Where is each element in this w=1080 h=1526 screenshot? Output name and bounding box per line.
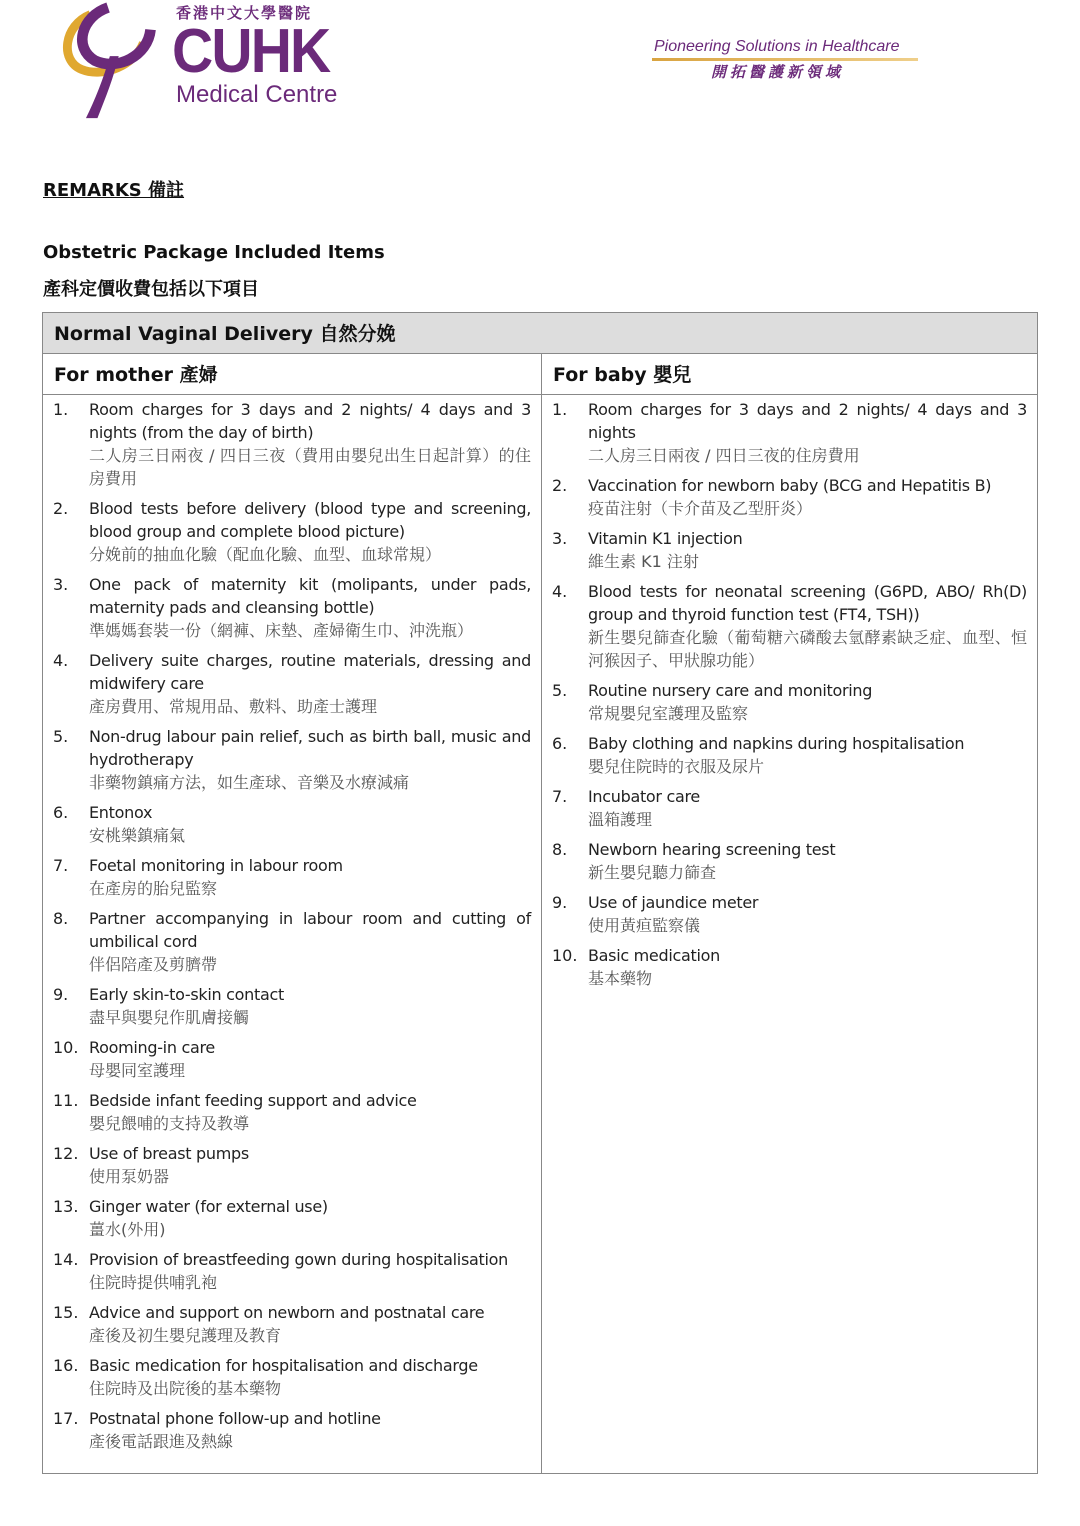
item-text — [588, 580, 1027, 672]
section-title-chinese: 產科定價收費包括以下項目 — [43, 279, 259, 300]
item-english: Entonox — [89, 803, 153, 822]
item-text — [588, 398, 1027, 467]
item-english: Postnatal phone follow-up and hotline — [89, 1409, 381, 1428]
list-item — [53, 398, 531, 490]
item-chinese: 盡早與嬰兒作肌膚接觸 — [89, 1008, 250, 1027]
logo-subtitle: Medical Centre — [176, 81, 338, 108]
item-chinese: 母嬰同室護理 — [89, 1061, 186, 1080]
item-chinese: 產房費用、常規用品、敷料、助產士護理 — [89, 697, 378, 716]
logo-chinese-name: 香港中文大學醫院 — [176, 4, 313, 22]
list-item — [53, 1354, 531, 1400]
item-number: 9. — [552, 893, 568, 912]
item-english: Baby clothing and napkins during hospitalisation — [588, 734, 965, 753]
item-english: Foetal monitoring in labour room — [89, 856, 343, 875]
item-chinese: 產後及初生嬰兒護理及教育 — [89, 1326, 282, 1345]
item-text — [588, 474, 1027, 520]
item-text — [89, 801, 531, 847]
list-item — [53, 1195, 531, 1241]
item-chinese: 安桃樂鎮痛氣 — [89, 826, 186, 845]
item-text — [89, 983, 531, 1029]
list-item — [552, 944, 1027, 990]
item-chinese: 使用黃疸監察儀 — [588, 916, 701, 935]
item-number: 11. — [53, 1091, 79, 1110]
list-item — [53, 1036, 531, 1082]
list-item — [53, 1089, 531, 1135]
item-number: 17. — [53, 1409, 79, 1428]
item-chinese: 準媽媽套裝一份（網褲、床墊、產婦衛生巾、沖洗瓶） — [89, 621, 474, 640]
list-item — [552, 527, 1027, 573]
baby-column — [542, 354, 1037, 1473]
item-english: One pack of maternity kit (molipants, under pads, maternity pads and cleansing bottle) — [89, 575, 531, 617]
item-number: 3. — [552, 529, 568, 548]
item-chinese: 住院時及出院後的基本藥物 — [89, 1379, 282, 1398]
item-text — [89, 725, 531, 794]
list-item — [53, 907, 531, 976]
list-item — [53, 725, 531, 794]
item-number: 14. — [53, 1250, 79, 1269]
item-number: 13. — [53, 1197, 79, 1216]
item-chinese: 二人房三日兩夜 / 四日三夜的住房費用 — [588, 446, 860, 465]
list-item — [53, 497, 531, 566]
item-number: 2. — [552, 476, 568, 495]
item-number: 10. — [53, 1038, 79, 1057]
item-english: Advice and support on newborn and postnatal care — [89, 1303, 485, 1322]
item-chinese: 新生嬰兒篩查化驗（葡萄糖六磷酸去氫酵素缺乏症、血型、恒河猴因子、甲狀腺功能） — [588, 628, 1027, 670]
item-chinese: 分娩前的抽血化驗（配血化驗、血型、血球常規） — [89, 545, 442, 564]
list-item — [53, 801, 531, 847]
item-text — [89, 1354, 531, 1400]
item-number: 8. — [552, 840, 568, 859]
item-number: 2. — [53, 499, 69, 518]
item-number: 16. — [53, 1356, 79, 1375]
list-item — [552, 785, 1027, 831]
tagline: Pioneering Solutions in Healthcare — [654, 38, 900, 55]
item-english: Use of breast pumps — [89, 1144, 249, 1163]
item-number: 15. — [53, 1303, 79, 1322]
table-title: Normal Vaginal Delivery 自然分娩 — [43, 313, 1037, 354]
item-text — [588, 679, 1027, 725]
item-chinese: 在產房的胎兒監察 — [89, 879, 218, 898]
item-text — [89, 1036, 531, 1082]
item-number: 6. — [53, 803, 69, 822]
ribbon-logo-icon — [55, 0, 170, 130]
item-number: 4. — [53, 651, 69, 670]
item-english: Basic medication — [588, 946, 720, 965]
item-english: Early skin-to-skin contact — [89, 985, 284, 1004]
item-english: Provision of breastfeeding gown during hospitalisation — [89, 1250, 508, 1269]
baby-items-list — [542, 395, 1037, 1005]
item-number: 1. — [552, 400, 568, 419]
item-chinese: 疫苗注射（卡介苗及乙型肝炎） — [588, 499, 813, 518]
item-chinese: 溫箱護理 — [588, 810, 653, 829]
item-chinese: 使用泵奶器 — [89, 1167, 170, 1186]
item-chinese: 常規嬰兒室護理及監察 — [588, 704, 749, 723]
item-number: 1. — [53, 400, 69, 419]
item-english: Newborn hearing screening test — [588, 840, 836, 859]
item-english: Non-drug labour pain relief, such as birth ball, music and hydrotherapy — [89, 727, 531, 769]
item-chinese: 基本藥物 — [588, 969, 653, 988]
list-item — [53, 649, 531, 718]
item-chinese: 二人房三日兩夜 / 四日三夜（費用由嬰兒出生日起計算）的住房費用 — [89, 446, 531, 488]
item-text — [588, 891, 1027, 937]
item-number: 9. — [53, 985, 69, 1004]
item-text — [588, 944, 1027, 990]
item-chinese: 嬰兒餵哺的支持及教導 — [89, 1114, 250, 1133]
list-item — [552, 474, 1027, 520]
item-text — [89, 1089, 531, 1135]
item-text — [89, 1195, 531, 1241]
item-text — [89, 1301, 531, 1347]
item-number: 6. — [552, 734, 568, 753]
item-text — [89, 1407, 531, 1453]
list-item — [552, 679, 1027, 725]
list-item — [53, 983, 531, 1029]
item-number: 7. — [552, 787, 568, 806]
item-chinese: 維生素 K1 注射 — [588, 552, 699, 571]
item-number: 3. — [53, 575, 69, 594]
item-english: Basic medication for hospitalisation and discharge — [89, 1356, 478, 1375]
item-chinese: 伴侶陪產及剪臍帶 — [89, 955, 218, 974]
logo-name: CUHK — [172, 17, 330, 86]
tagline-chinese: 開拓醫護新領域 — [711, 63, 845, 81]
list-item — [552, 838, 1027, 884]
baby-heading: For baby 嬰兒 — [542, 354, 1037, 395]
item-english: Use of jaundice meter — [588, 893, 759, 912]
item-number: 12. — [53, 1144, 79, 1163]
item-english: Blood tests before delivery (blood type and screening, blood group and complete blood picture) — [89, 499, 531, 541]
mother-column — [43, 354, 542, 1473]
item-text — [588, 838, 1027, 884]
item-number: 10. — [552, 946, 578, 965]
list-item — [53, 1248, 531, 1294]
item-number: 5. — [53, 727, 69, 746]
list-item — [53, 1407, 531, 1453]
mother-items-list — [43, 395, 541, 1468]
item-number: 8. — [53, 909, 69, 928]
item-english: Incubator care — [588, 787, 700, 806]
mother-heading: For mother 產婦 — [43, 354, 541, 395]
list-item — [552, 398, 1027, 467]
item-text — [89, 1142, 531, 1188]
item-text — [89, 1248, 531, 1294]
tagline-divider — [652, 58, 918, 61]
item-english: Ginger water (for external use) — [89, 1197, 328, 1216]
list-item — [53, 1301, 531, 1347]
item-text — [89, 907, 531, 976]
list-item — [53, 1142, 531, 1188]
item-number: 5. — [552, 681, 568, 700]
item-text — [588, 785, 1027, 831]
item-text — [89, 573, 531, 642]
item-chinese: 住院時提供哺乳袍 — [89, 1273, 218, 1292]
list-item — [53, 573, 531, 642]
remarks-heading: REMARKS 備註 — [43, 180, 185, 201]
item-text — [89, 649, 531, 718]
item-text — [588, 527, 1027, 573]
cuhk-logo — [55, 0, 170, 130]
item-chinese: 薑水(外用) — [89, 1220, 166, 1239]
item-english: Partner accompanying in labour room and cutting of umbilical cord — [89, 909, 531, 951]
item-english: Room charges for 3 days and 2 nights/ 4 days and 3 nights — [588, 400, 1027, 442]
item-text — [588, 732, 1027, 778]
list-item — [552, 891, 1027, 937]
item-english: Routine nursery care and monitoring — [588, 681, 873, 700]
item-english: Blood tests for neonatal screening (G6PD, ABO/ Rh(D) group and thyroid function test (FT4, TSH)) — [588, 582, 1027, 624]
item-english: Bedside infant feeding support and advice — [89, 1091, 417, 1110]
item-chinese: 嬰兒住院時的衣服及尿片 — [588, 757, 765, 776]
list-item — [53, 854, 531, 900]
list-item — [552, 580, 1027, 672]
item-text — [89, 398, 531, 490]
item-chinese: 產後電話跟進及熱線 — [89, 1432, 234, 1451]
item-english: Vitamin K1 injection — [588, 529, 743, 548]
item-chinese: 非藥物鎮痛方法，如生產球、音樂及水療減痛 — [89, 773, 410, 792]
list-item — [552, 732, 1027, 778]
item-text — [89, 854, 531, 900]
section-title: Obstetric Package Included Items — [43, 242, 385, 263]
item-english: Vaccination for newborn baby (BCG and Hepatitis B) — [588, 476, 992, 495]
item-number: 7. — [53, 856, 69, 875]
item-english: Room charges for 3 days and 2 nights/ 4 days and 3 nights (from the day of birth) — [89, 400, 531, 442]
item-english: Delivery suite charges, routine materials, dressing and midwifery care — [89, 651, 531, 693]
item-text — [89, 497, 531, 566]
item-english: Rooming-in care — [89, 1038, 215, 1057]
package-table — [42, 312, 1038, 1474]
item-chinese: 新生嬰兒聽力篩查 — [588, 863, 717, 882]
item-number: 4. — [552, 582, 568, 601]
